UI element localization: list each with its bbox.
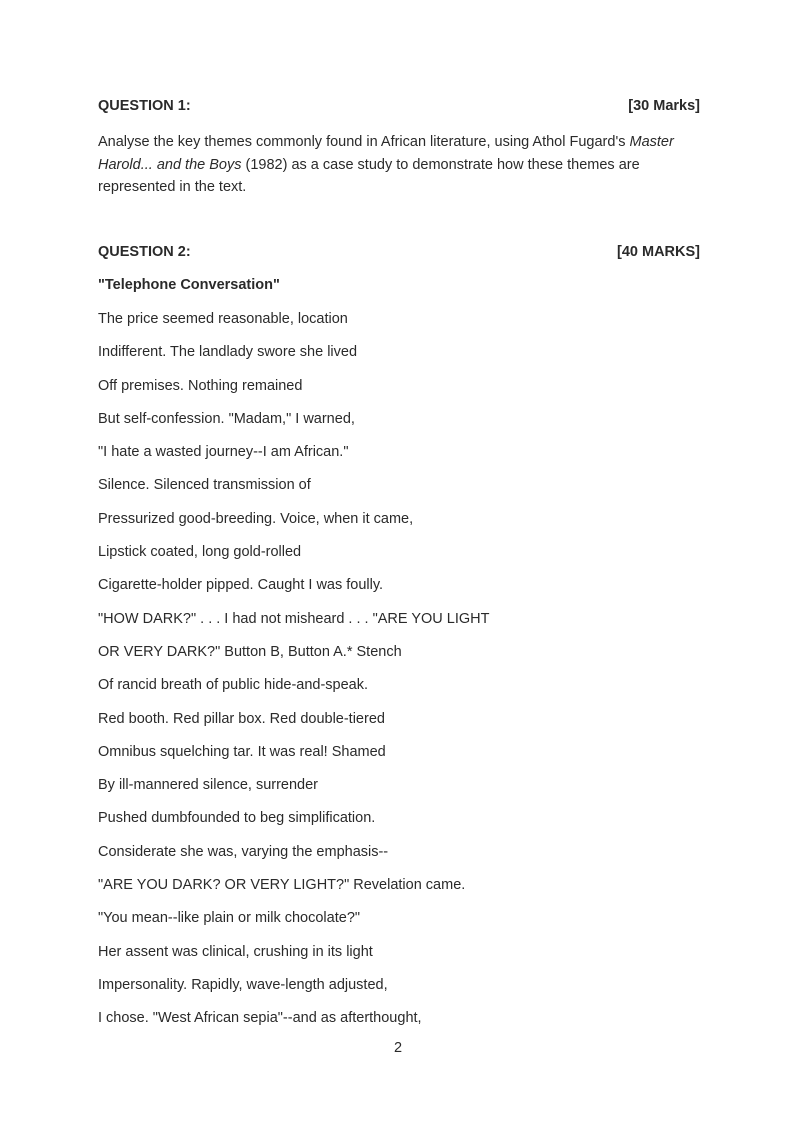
poem-line: Impersonality. Rapidly, wave-length adjusted, xyxy=(98,976,388,993)
poem-line: But self-confession. "Madam," I warned, xyxy=(98,410,355,427)
question-2-heading: QUESTION 2: xyxy=(98,244,191,260)
poem-line: Considerate she was, varying the emphasis-- xyxy=(98,843,389,860)
poem-line: Omnibus squelching tar. It was real! Shamed xyxy=(98,743,386,760)
poem-line: "I hate a wasted journey--I am African." xyxy=(98,444,349,461)
prompt-italic-title: Master Harold... and the Boys xyxy=(98,134,674,173)
poem-body xyxy=(98,310,490,1043)
prompt-text: Analyse the key themes commonly found in African literature, using Athol Fugard's xyxy=(98,134,630,150)
poem-line: Cigarette-holder pipped. Caught I was foully. xyxy=(98,577,384,594)
question-2-header xyxy=(98,244,700,260)
poem-line: Pushed dumbfounded to beg simplification. xyxy=(98,810,376,827)
poem-line: The price seemed reasonable, location xyxy=(98,311,348,327)
poem-line: Pressurized good-breeding. Voice, when it came, xyxy=(98,510,414,527)
question-1-header xyxy=(98,98,700,114)
question-1-heading: QUESTION 1: xyxy=(98,98,191,114)
poem-line: "ARE YOU DARK? OR VERY LIGHT?" Revelation came. xyxy=(98,877,466,894)
question-1-marks: [30 Marks] xyxy=(628,98,700,114)
poem-title: "Telephone Conversation" xyxy=(98,277,280,293)
poem-line: Her assent was clinical, crushing in its light xyxy=(98,943,373,960)
poem-line: "You mean--like plain or milk chocolate?" xyxy=(98,910,361,927)
poem-line: Red booth. Red pillar box. Red double-tiered xyxy=(98,710,385,727)
poem-line: Lipstick coated, long gold-rolled xyxy=(98,544,302,561)
question-2-marks: [40 MARKS] xyxy=(617,244,700,260)
poem-line: Indifferent. The landlady swore she lived xyxy=(98,344,358,361)
poem-line: OR VERY DARK?" Button B, Button A.* Stench xyxy=(98,643,402,660)
question-1-prompt xyxy=(98,131,708,199)
page-number: 2 xyxy=(394,1040,403,1056)
poem-line: I chose. "West African sepia"--and as afterthought, xyxy=(98,1010,422,1027)
poem-line: "HOW DARK?" . . . I had not misheard . . . "ARE YOU LIGHT xyxy=(98,610,490,627)
poem-line: By ill-mannered silence, surrender xyxy=(98,777,319,794)
poem-line: Off premises. Nothing remained xyxy=(98,377,303,394)
poem-line: Of rancid breath of public hide-and-speak. xyxy=(98,677,369,694)
poem-line: Silence. Silenced transmission of xyxy=(98,477,311,494)
prompt-text: (1982) as a case study to demonstrate how these themes are represented in the text. xyxy=(98,156,640,195)
